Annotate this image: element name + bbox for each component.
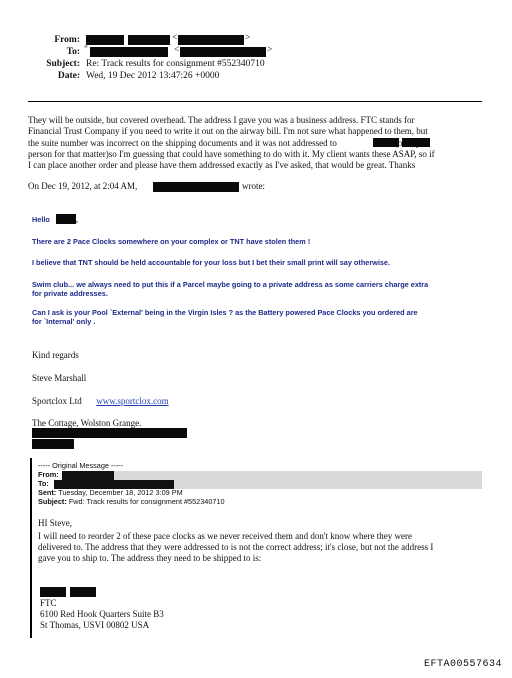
document-id: EFTA00557634 [423, 659, 502, 670]
original-from: From: [38, 470, 59, 479]
quoted-paragraph: There are 2 Pace Clocks somewhere on your complex or TNT have stolen them ! [32, 237, 311, 246]
redaction [40, 587, 66, 597]
original-divider: ----- Original Message ----- [38, 461, 124, 470]
redaction [70, 587, 96, 597]
from-gt: > [245, 33, 251, 43]
website-link[interactable]: www.sportclox.com [96, 396, 169, 406]
shipping-address: FTC 6100 Red Hook Quarters Suite B3 St Thomas, USVI 00802 USA [40, 598, 164, 630]
redaction [32, 439, 74, 449]
to-gt: > [267, 45, 273, 55]
quoted-paragraph: Can I ask is your Pool `External' being in the Virgin Isles ? as the Battery powered Pace Clocks you ordered are for `Internal' only . [32, 308, 418, 326]
sig-regards: Kind regards [32, 350, 79, 360]
subject-label: Subject: [46, 59, 80, 69]
to-lt: < [174, 45, 180, 55]
date-value: Wed, 19 Dec 2012 13:47:26 +0000 [86, 71, 220, 81]
original-to: To: [38, 479, 49, 488]
original-body: I will need to reorder 2 of these pace clocks as we never received them and don't know where they were delivered to. The address that they were addressed to is not the correct address; it's close, but not the address I gave you to ship to. The address they need to be shipped to is: [38, 531, 434, 563]
redaction-highlight [114, 471, 482, 480]
redaction [178, 35, 244, 45]
original-greeting: HI Steve, [38, 518, 72, 528]
from-label: From: [54, 35, 80, 45]
reply-line: Financial Trust Company if you need to write it out on the airway bill. I'm not sure what happened to them, but [28, 126, 428, 137]
from-lt: < [172, 33, 178, 43]
sig-company: Sportclox Ltd [32, 396, 82, 406]
quoted-hello: Hello , [32, 215, 78, 224]
sig-company-line [32, 396, 169, 407]
redaction-highlight [174, 480, 482, 489]
reply-line: They will be outside, but covered overhead. The address I gave you was a business address. FTC stands for [28, 115, 415, 125]
reply-line: person for that matter)so I'm guessing that could have something to do with it. My client wants these ASAP, so if [28, 148, 435, 159]
redaction [32, 428, 187, 438]
sig-name: Steve Marshall [32, 373, 87, 383]
quoted-paragraph: Swim club... we always need to put this if a Parcel maybe going to a private address as some carriers charge extra for private addresses. [32, 280, 429, 298]
redaction [153, 182, 239, 192]
sig-address: The Cottage, Wolston Grange. [32, 418, 142, 428]
redaction [90, 47, 168, 57]
quote-suffix: wrote: [242, 181, 265, 191]
redaction [86, 35, 124, 45]
reply-line: I can place another order and please have them addressed exactly as I've asked, that would be great. Thanks [28, 160, 416, 171]
quoted-paragraph: I believe that TNT should be held accountable for your loss but I bet their small print will say otherwise. [32, 258, 391, 267]
quote-prefix: On Dec 19, 2012, at 2:04 AM, [28, 181, 138, 191]
redaction [373, 138, 399, 147]
redaction [402, 138, 430, 147]
reply-line: the suite number was incorrect on the shipping documents and it was not addressed to (or [28, 137, 406, 148]
redaction [128, 35, 170, 45]
redaction [62, 471, 114, 480]
to-quote: " [84, 45, 88, 55]
quote-bar [30, 458, 32, 638]
original-sent: Sent: Tuesday, December 18, 2012 3:09 PM [38, 488, 183, 497]
header-divider [28, 101, 482, 102]
redaction [180, 47, 266, 57]
quote-intro [28, 181, 137, 191]
subject-value: Re: Track results for consignment #552340710 [86, 59, 265, 69]
redaction [56, 214, 76, 224]
to-label: To: [66, 47, 80, 57]
original-subject: Subject: Fwd: Track results for consignment #552340710 [38, 497, 225, 506]
date-label: Date: [57, 71, 80, 81]
